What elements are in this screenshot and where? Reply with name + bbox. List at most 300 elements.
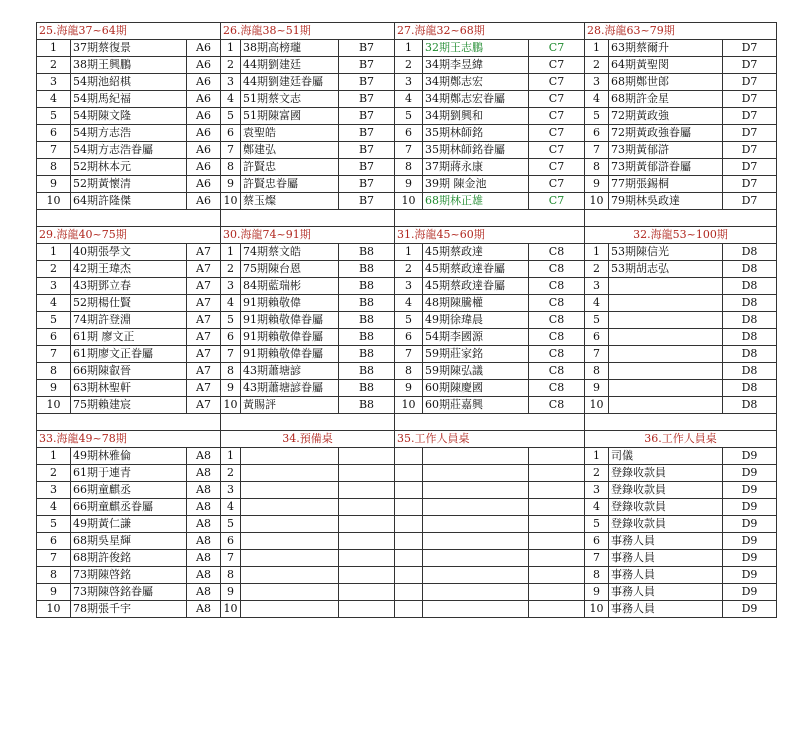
seat-number: 8 — [585, 567, 609, 584]
seat-number: 6 — [37, 125, 71, 142]
table-code: A8 — [187, 550, 221, 567]
seat-number: 7 — [585, 346, 609, 363]
table-code: B8 — [339, 244, 395, 261]
seat-number: 7 — [37, 550, 71, 567]
guest-name: 事務人員 — [609, 567, 723, 584]
guest-name: 蔡玉燦 — [241, 193, 339, 210]
table-code: B7 — [339, 40, 395, 57]
guest-name: 79期林吳政達 — [609, 193, 723, 210]
table-code — [339, 550, 395, 567]
guest-name: 66期陳叡晉 — [71, 363, 187, 380]
table-code: D7 — [723, 57, 777, 74]
table-code: B8 — [339, 346, 395, 363]
table-code: A8 — [187, 448, 221, 465]
table-code: B8 — [339, 312, 395, 329]
seat-number: 9 — [395, 380, 423, 397]
table-code: D9 — [723, 601, 777, 618]
table-code: D9 — [723, 499, 777, 516]
table-title: 25.海龍37~64期 — [37, 23, 221, 40]
table-code: D9 — [723, 465, 777, 482]
table-code: A6 — [187, 108, 221, 125]
table-code: A7 — [187, 397, 221, 414]
seat-number: 1 — [585, 40, 609, 57]
guest-name: 45期蔡政達眷屬 — [423, 278, 529, 295]
guest-name — [241, 584, 339, 601]
guest-name: 許賢忠眷屬 — [241, 176, 339, 193]
seat-number: 4 — [37, 91, 71, 108]
seat-number: 1 — [221, 448, 241, 465]
seat-number: 6 — [221, 125, 241, 142]
seat-number: 1 — [395, 244, 423, 261]
seat-number: 6 — [395, 125, 423, 142]
table-row — [37, 448, 777, 465]
guest-name: 37期蔡復景 — [71, 40, 187, 57]
guest-name — [423, 499, 529, 516]
guest-name: 68期許俊銘 — [71, 550, 187, 567]
table-code: B8 — [339, 278, 395, 295]
table-code: A6 — [187, 40, 221, 57]
seat-number: 4 — [37, 499, 71, 516]
table-row — [37, 567, 777, 584]
table-title: 29.海龍40~75期 — [37, 227, 221, 244]
guest-name: 49期徐瑋晨 — [423, 312, 529, 329]
seat-number: 2 — [395, 261, 423, 278]
guest-name: 登錄收款員 — [609, 482, 723, 499]
table-code: D9 — [723, 533, 777, 550]
table-code: B8 — [339, 380, 395, 397]
guest-name: 35期林師銘 — [423, 125, 529, 142]
table-title: 30.海龍74~91期 — [221, 227, 395, 244]
guest-name: 34期李昱緯 — [423, 57, 529, 74]
table-code — [529, 482, 585, 499]
guest-name: 54期方志浩眷屬 — [71, 142, 187, 159]
seat-number: 10 — [221, 601, 241, 618]
seat-number: 2 — [37, 57, 71, 74]
table-title: 35.工作人員桌 — [395, 431, 585, 448]
table-code — [529, 533, 585, 550]
table-code: D7 — [723, 125, 777, 142]
seat-number: 2 — [395, 57, 423, 74]
table-code: A7 — [187, 261, 221, 278]
guest-name: 73期黃郁滸 — [609, 142, 723, 159]
guest-name: 52期黃懷清 — [71, 176, 187, 193]
spacer-cell — [221, 414, 395, 431]
table-code — [529, 567, 585, 584]
table-title: 36.工作人員桌 — [585, 431, 777, 448]
table-code: A8 — [187, 516, 221, 533]
table-code: A7 — [187, 380, 221, 397]
seat-number — [395, 584, 423, 601]
guest-name — [241, 533, 339, 550]
guest-name — [241, 550, 339, 567]
guest-name: 75期賴建宸 — [71, 397, 187, 414]
guest-name — [423, 584, 529, 601]
table-code — [339, 516, 395, 533]
group-header-row — [37, 431, 777, 448]
seat-number: 9 — [221, 380, 241, 397]
guest-name: 鄭建弘 — [241, 142, 339, 159]
seat-number: 3 — [37, 482, 71, 499]
table-code — [529, 601, 585, 618]
guest-name: 49期林雅倫 — [71, 448, 187, 465]
seat-number: 9 — [585, 380, 609, 397]
guest-name: 61期 廖文正 — [71, 329, 187, 346]
table-code: A6 — [187, 125, 221, 142]
table-code: A6 — [187, 74, 221, 91]
guest-name — [609, 363, 723, 380]
table-code: A6 — [187, 91, 221, 108]
guest-name: 63期林聖軒 — [71, 380, 187, 397]
guest-name: 登錄收款員 — [609, 465, 723, 482]
guest-name: 45期蔡政達 — [423, 244, 529, 261]
seat-number: 7 — [395, 346, 423, 363]
guest-name: 77期張錫桐 — [609, 176, 723, 193]
seat-number — [395, 465, 423, 482]
guest-name: 64期黃聖閔 — [609, 57, 723, 74]
table-code — [339, 482, 395, 499]
table-code: D8 — [723, 278, 777, 295]
guest-name — [609, 329, 723, 346]
seat-number: 10 — [221, 193, 241, 210]
table-code: D7 — [723, 40, 777, 57]
seat-number: 10 — [221, 397, 241, 414]
guest-name: 51期蔡文志 — [241, 91, 339, 108]
seat-number: 9 — [221, 176, 241, 193]
seat-number: 10 — [37, 397, 71, 414]
seat-number: 8 — [585, 363, 609, 380]
seat-number: 1 — [585, 244, 609, 261]
seat-number: 7 — [585, 550, 609, 567]
table-row — [37, 57, 777, 74]
guest-name: 54期陳文隆 — [71, 108, 187, 125]
guest-name — [609, 346, 723, 363]
guest-name: 74期許登淵 — [71, 312, 187, 329]
guest-name: 35期林師銘眷屬 — [423, 142, 529, 159]
guest-name — [241, 465, 339, 482]
guest-name: 39期 陳金池 — [423, 176, 529, 193]
guest-name: 44期劉建廷 — [241, 57, 339, 74]
guest-name: 54期李國源 — [423, 329, 529, 346]
table-row — [37, 159, 777, 176]
seat-number: 7 — [37, 346, 71, 363]
guest-name: 91期賴敬偉眷屬 — [241, 312, 339, 329]
seat-number: 5 — [37, 516, 71, 533]
table-row — [37, 312, 777, 329]
guest-name: 43期蕭塘諺 — [241, 363, 339, 380]
seat-number — [395, 482, 423, 499]
seat-number: 3 — [585, 482, 609, 499]
guest-name — [423, 465, 529, 482]
table-code: A8 — [187, 482, 221, 499]
table-code: C8 — [529, 295, 585, 312]
guest-name: 54期方志浩 — [71, 125, 187, 142]
seat-number — [395, 550, 423, 567]
guest-name: 53期胡志弘 — [609, 261, 723, 278]
seat-number: 6 — [585, 125, 609, 142]
guest-name: 59期莊家銘 — [423, 346, 529, 363]
table-code: D7 — [723, 74, 777, 91]
table-code: C7 — [529, 142, 585, 159]
spacer-cell — [221, 210, 395, 227]
table-code: A7 — [187, 278, 221, 295]
table-code: C8 — [529, 278, 585, 295]
seat-number: 5 — [221, 312, 241, 329]
table-code: B7 — [339, 57, 395, 74]
seat-number: 3 — [37, 74, 71, 91]
table-code: D8 — [723, 244, 777, 261]
seat-number: 10 — [37, 601, 71, 618]
table-code — [339, 499, 395, 516]
guest-name: 64期許隆傑 — [71, 193, 187, 210]
guest-name — [609, 397, 723, 414]
table-code: D9 — [723, 584, 777, 601]
table-code: C7 — [529, 125, 585, 142]
table-code: B8 — [339, 397, 395, 414]
table-code: D8 — [723, 312, 777, 329]
table-code: A7 — [187, 329, 221, 346]
seat-number: 4 — [395, 295, 423, 312]
seat-number: 1 — [37, 40, 71, 57]
seat-number: 4 — [585, 499, 609, 516]
table-code: C7 — [529, 57, 585, 74]
guest-name — [241, 482, 339, 499]
seat-number: 6 — [395, 329, 423, 346]
seat-number: 2 — [221, 261, 241, 278]
seat-number: 6 — [585, 533, 609, 550]
table-code — [339, 533, 395, 550]
table-code — [529, 499, 585, 516]
seat-number: 2 — [585, 465, 609, 482]
table-code: D7 — [723, 142, 777, 159]
seat-number: 5 — [37, 108, 71, 125]
guest-name: 60期陳慶國 — [423, 380, 529, 397]
seat-number: 1 — [395, 40, 423, 57]
table-code: A6 — [187, 159, 221, 176]
seat-number: 4 — [585, 91, 609, 108]
table-row — [37, 125, 777, 142]
seat-number: 5 — [37, 312, 71, 329]
seat-number: 5 — [585, 516, 609, 533]
table-code: C7 — [529, 74, 585, 91]
guest-name: 事務人員 — [609, 584, 723, 601]
table-code: C7 — [529, 159, 585, 176]
table-row — [37, 176, 777, 193]
seat-number: 9 — [221, 584, 241, 601]
seat-number: 9 — [37, 584, 71, 601]
seat-number: 3 — [221, 74, 241, 91]
guest-name: 61期廖文正眷屬 — [71, 346, 187, 363]
seat-number: 2 — [37, 261, 71, 278]
guest-name — [241, 567, 339, 584]
table-code: A8 — [187, 584, 221, 601]
seat-number: 3 — [395, 74, 423, 91]
table-code: D8 — [723, 295, 777, 312]
table-row — [37, 74, 777, 91]
seat-number: 7 — [221, 346, 241, 363]
guest-name: 34期鄭志宏眷屬 — [423, 91, 529, 108]
seat-number: 5 — [221, 108, 241, 125]
table-code: B8 — [339, 261, 395, 278]
table-code: B7 — [339, 176, 395, 193]
guest-name: 59期陳弘議 — [423, 363, 529, 380]
table-code — [529, 448, 585, 465]
table-code: A7 — [187, 346, 221, 363]
table-code — [529, 516, 585, 533]
guest-name: 37期蔣永康 — [423, 159, 529, 176]
table-code: C8 — [529, 244, 585, 261]
seat-number: 3 — [221, 482, 241, 499]
table-code: D8 — [723, 397, 777, 414]
guest-name: 48期陳騰權 — [423, 295, 529, 312]
seat-number: 1 — [585, 448, 609, 465]
table-code: D9 — [723, 516, 777, 533]
table-code: D9 — [723, 550, 777, 567]
seat-number: 4 — [221, 295, 241, 312]
seat-number: 6 — [221, 329, 241, 346]
table-code: B7 — [339, 193, 395, 210]
seat-number: 10 — [585, 397, 609, 414]
table-title: 26.海龍38~51期 — [221, 23, 395, 40]
guest-name — [609, 312, 723, 329]
table-code: A8 — [187, 465, 221, 482]
guest-name — [423, 567, 529, 584]
table-code: A6 — [187, 193, 221, 210]
table-code — [339, 567, 395, 584]
seat-number: 10 — [585, 601, 609, 618]
seat-number: 1 — [221, 40, 241, 57]
seat-number: 3 — [37, 278, 71, 295]
table-code: A7 — [187, 295, 221, 312]
seat-number: 4 — [395, 91, 423, 108]
guest-name: 45期蔡政達眷屬 — [423, 261, 529, 278]
seat-number: 8 — [37, 363, 71, 380]
guest-name: 51期陳富國 — [241, 108, 339, 125]
seat-number: 3 — [395, 278, 423, 295]
seat-number: 8 — [585, 159, 609, 176]
seat-number: 1 — [37, 244, 71, 261]
table-code: A8 — [187, 601, 221, 618]
spacer-row — [37, 414, 777, 431]
table-title: 34.預備桌 — [221, 431, 395, 448]
seat-number — [395, 601, 423, 618]
spacer-cell — [37, 210, 221, 227]
seat-number: 1 — [37, 448, 71, 465]
spacer-cell — [585, 210, 777, 227]
seat-number: 7 — [221, 550, 241, 567]
guest-name: 78期張千宇 — [71, 601, 187, 618]
table-row — [37, 584, 777, 601]
seat-number: 9 — [585, 176, 609, 193]
table-code: B7 — [339, 108, 395, 125]
seat-number: 5 — [395, 312, 423, 329]
guest-name: 44期劉建廷眷屬 — [241, 74, 339, 91]
table-row — [37, 91, 777, 108]
guest-name — [609, 380, 723, 397]
table-code: C8 — [529, 363, 585, 380]
table-code — [529, 584, 585, 601]
guest-name: 32期王志鵬 — [423, 40, 529, 57]
guest-name: 91期賴敬偉眷屬 — [241, 346, 339, 363]
table-code: B7 — [339, 74, 395, 91]
group-header-row — [37, 227, 777, 244]
table-code: B8 — [339, 295, 395, 312]
guest-name: 事務人員 — [609, 601, 723, 618]
table-code: D8 — [723, 261, 777, 278]
seat-number: 3 — [221, 278, 241, 295]
seat-number: 10 — [585, 193, 609, 210]
seat-number: 8 — [221, 159, 241, 176]
seat-number: 2 — [221, 57, 241, 74]
guest-name: 73期黃郁滸眷屬 — [609, 159, 723, 176]
table-code: C8 — [529, 346, 585, 363]
seat-number: 1 — [221, 244, 241, 261]
seat-number: 7 — [585, 142, 609, 159]
seat-number — [395, 533, 423, 550]
guest-name — [241, 601, 339, 618]
seat-number: 7 — [395, 142, 423, 159]
seat-number: 6 — [37, 329, 71, 346]
table-code: A6 — [187, 176, 221, 193]
table-row — [37, 533, 777, 550]
table-code: D7 — [723, 176, 777, 193]
table-code: C7 — [529, 40, 585, 57]
guest-name — [609, 295, 723, 312]
table-code — [339, 601, 395, 618]
table-code: B8 — [339, 329, 395, 346]
table-code: A7 — [187, 363, 221, 380]
table-code: C7 — [529, 108, 585, 125]
seat-number: 5 — [395, 108, 423, 125]
group-header-row — [37, 23, 777, 40]
table-code: C8 — [529, 261, 585, 278]
seat-number: 8 — [395, 363, 423, 380]
table-code: B7 — [339, 159, 395, 176]
table-row — [37, 482, 777, 499]
guest-name: 91期賴敬偉眷屬 — [241, 329, 339, 346]
table-row — [37, 465, 777, 482]
table-row — [37, 499, 777, 516]
table-code: A6 — [187, 57, 221, 74]
table-code: A8 — [187, 567, 221, 584]
table-code: D8 — [723, 363, 777, 380]
spacer-cell — [37, 414, 221, 431]
table-code: B7 — [339, 125, 395, 142]
table-code: C8 — [529, 329, 585, 346]
table-code: A8 — [187, 533, 221, 550]
guest-name — [241, 448, 339, 465]
seat-number: 4 — [221, 499, 241, 516]
seat-number: 6 — [221, 533, 241, 550]
table-code: C8 — [529, 312, 585, 329]
seat-number: 6 — [585, 329, 609, 346]
table-row — [37, 397, 777, 414]
guest-name — [609, 278, 723, 295]
guest-name: 38期王興鵬 — [71, 57, 187, 74]
table-code: D8 — [723, 346, 777, 363]
guest-name: 68期許金星 — [609, 91, 723, 108]
guest-name: 司儀 — [609, 448, 723, 465]
seat-number: 4 — [37, 295, 71, 312]
guest-name: 袁聖皓 — [241, 125, 339, 142]
guest-name: 91期賴敬偉 — [241, 295, 339, 312]
table-title: 31.海龍45~60期 — [395, 227, 585, 244]
table-row — [37, 244, 777, 261]
table-row — [37, 601, 777, 618]
table-code — [529, 550, 585, 567]
table-code: C8 — [529, 380, 585, 397]
spacer-cell — [585, 414, 777, 431]
table-code: D9 — [723, 567, 777, 584]
